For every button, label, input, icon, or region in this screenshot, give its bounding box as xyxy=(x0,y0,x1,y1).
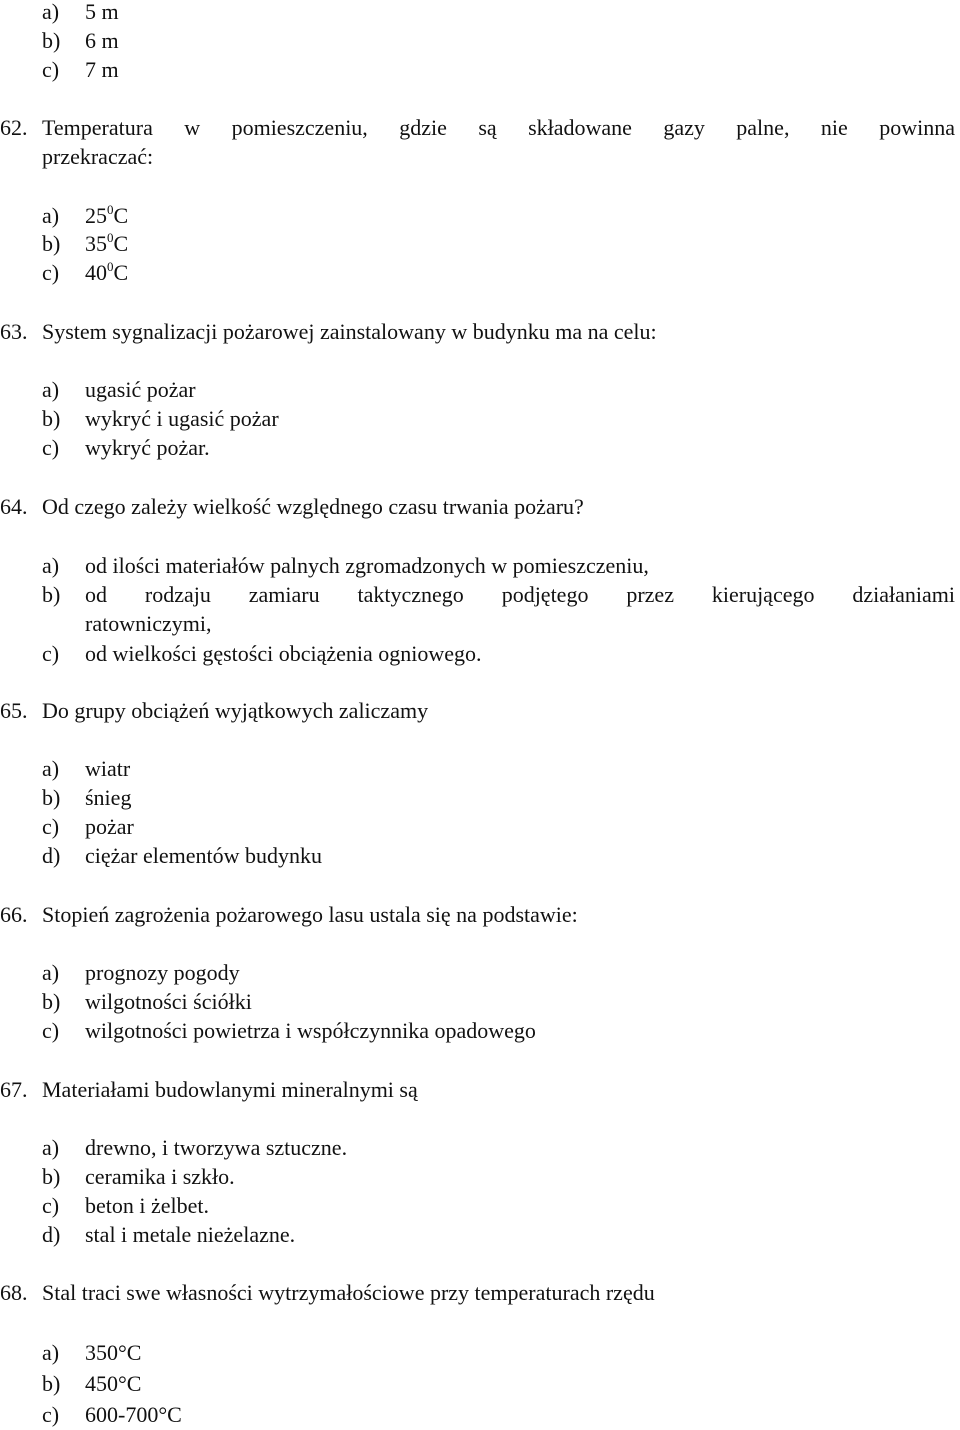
question-text-line-1: Temperatura w pomieszczeniu, gdzie są składowane gazy palne, nie powinna xyxy=(42,115,955,140)
question-number: 66. xyxy=(0,902,28,927)
question-text-line-2: przekraczać: xyxy=(42,144,154,169)
question-number: 64. xyxy=(0,494,28,519)
option-b-line-1: od rodzaju zamiaru taktycznego podjętego przez kierującego działaniami xyxy=(85,582,955,607)
question-text: System sygnalizacji pożarowej zainstalowany w budynku ma na celu: xyxy=(42,319,657,344)
question-text: Stopień zagrożenia pożarowego lasu ustala się na podstawie: xyxy=(42,902,578,927)
question-number: 65. xyxy=(0,698,28,723)
question-text: Od czego zależy wielkość względnego czasu trwania pożaru? xyxy=(42,494,584,519)
question-number: 62. xyxy=(0,115,28,140)
question-text: Stal traci swe własności wytrzymałościowe przy temperaturach rzędu xyxy=(42,1280,655,1305)
question-number: 68. xyxy=(0,1280,28,1305)
question-text: Materiałami budowlanymi mineralnymi są xyxy=(42,1077,418,1102)
question-text: Do grupy obciążeń wyjątkowych zaliczamy xyxy=(42,698,429,723)
question-number: 63. xyxy=(0,319,28,344)
option-b-line-2: ratowniczymi, xyxy=(85,611,212,636)
question-number: 67. xyxy=(0,1077,28,1102)
